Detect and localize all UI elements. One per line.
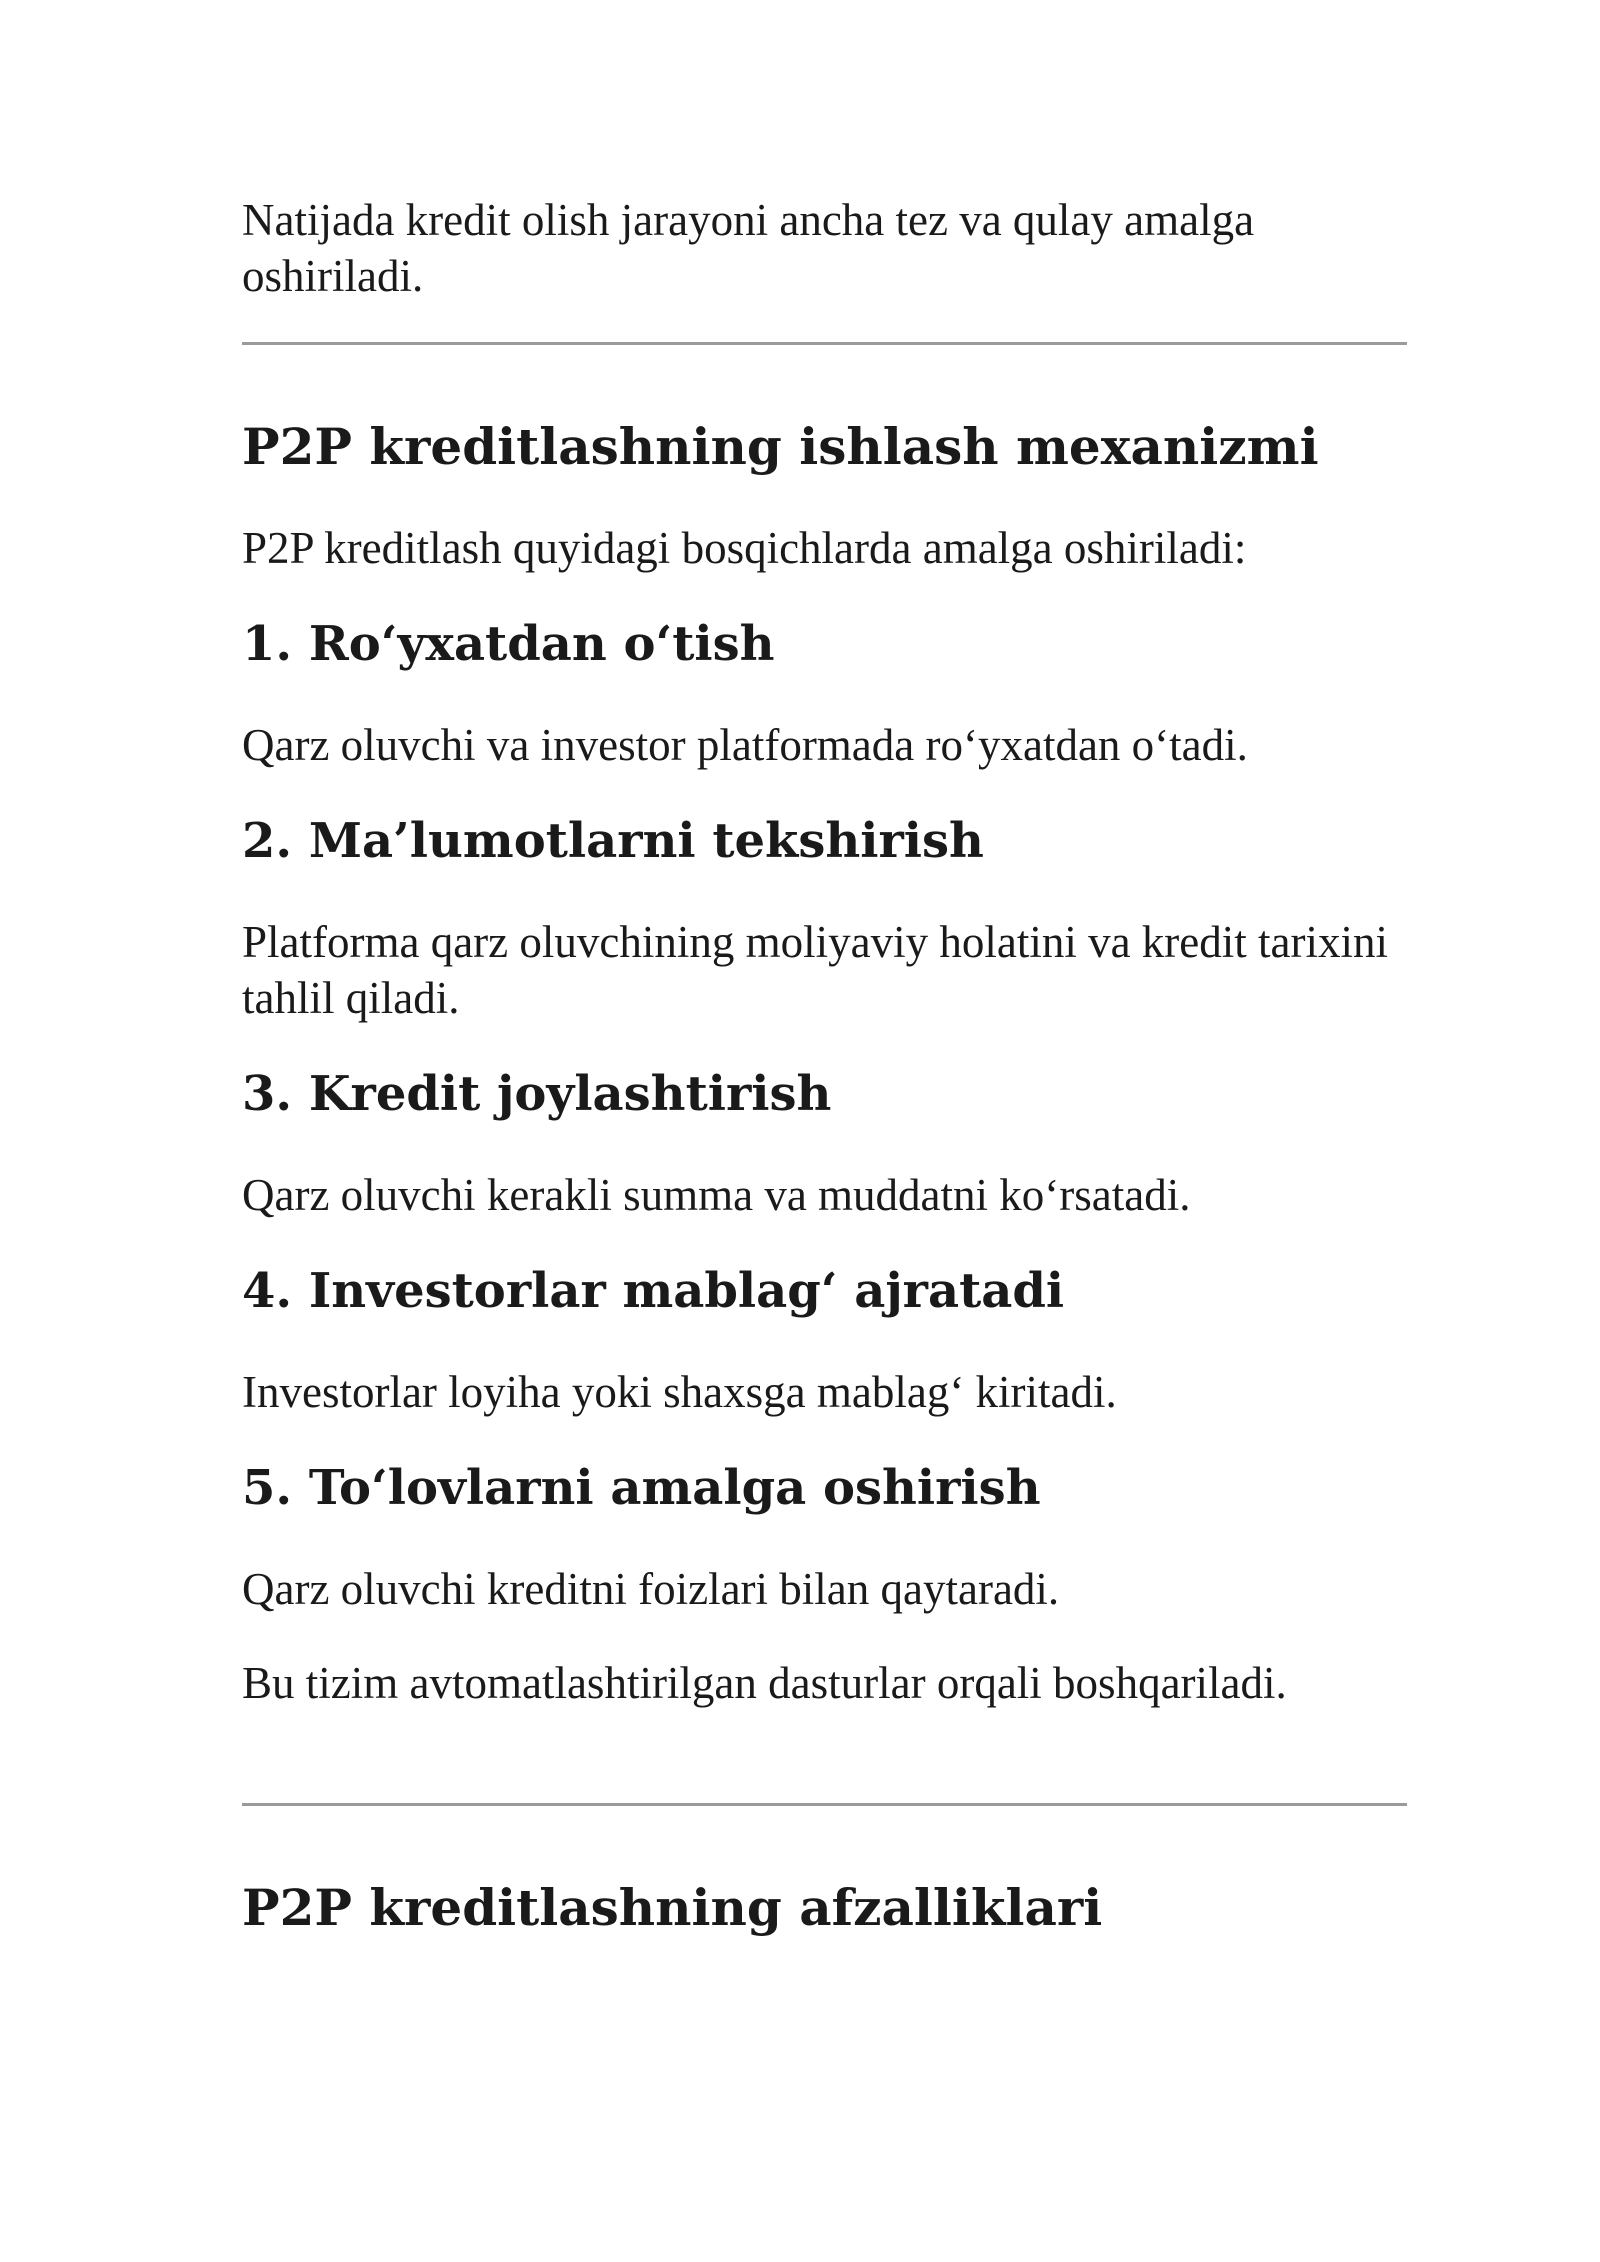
mechanism-lead-paragraph: P2P kreditlash quyidagi bosqichlarda amalga oshiriladi: xyxy=(242,523,1247,573)
step-heading-2: 2. Ma’lumotlarni tekshirish xyxy=(242,813,984,869)
step-text-1: Qarz oluvchi va investor platformada ro‘yxatdan o‘tadi. xyxy=(242,720,1248,770)
step-text-2: Platforma qarz oluvchining moliyaviy holatini va kredit tarixini tahlil qiladi. xyxy=(242,917,1388,1023)
section-heading-advantages: P2P kreditlashning afzalliklari xyxy=(242,1878,1103,1937)
step-heading-1: 1. Ro‘yxatdan o‘tish xyxy=(242,616,775,672)
mechanism-closing-paragraph: Bu tizim avtomatlashtirilgan dasturlar orqali boshqariladi. xyxy=(242,1658,1287,1708)
section-divider xyxy=(242,342,1407,345)
intro-paragraph: Natijada kredit olish jarayoni ancha tez va qulay amalga oshiriladi. xyxy=(242,195,1255,301)
step-text-5: Qarz oluvchi kreditni foizlari bilan qaytaradi. xyxy=(242,1564,1060,1614)
section-heading-mechanism: P2P kreditlashning ishlash mexanizmi xyxy=(242,417,1319,476)
step-text-3: Qarz oluvchi kerakli summa va muddatni ko‘rsatadi. xyxy=(242,1170,1191,1220)
step-heading-3: 3. Kredit joylashtirish xyxy=(242,1066,832,1122)
step-heading-4: 4. Investorlar mablag‘ ajratadi xyxy=(242,1263,1065,1319)
step-heading-5: 5. To‘lovlarni amalga oshirish xyxy=(242,1460,1041,1516)
section-divider xyxy=(242,1803,1407,1806)
step-text-4: Investorlar loyiha yoki shaxsga mablag‘ kiritadi. xyxy=(242,1367,1117,1417)
